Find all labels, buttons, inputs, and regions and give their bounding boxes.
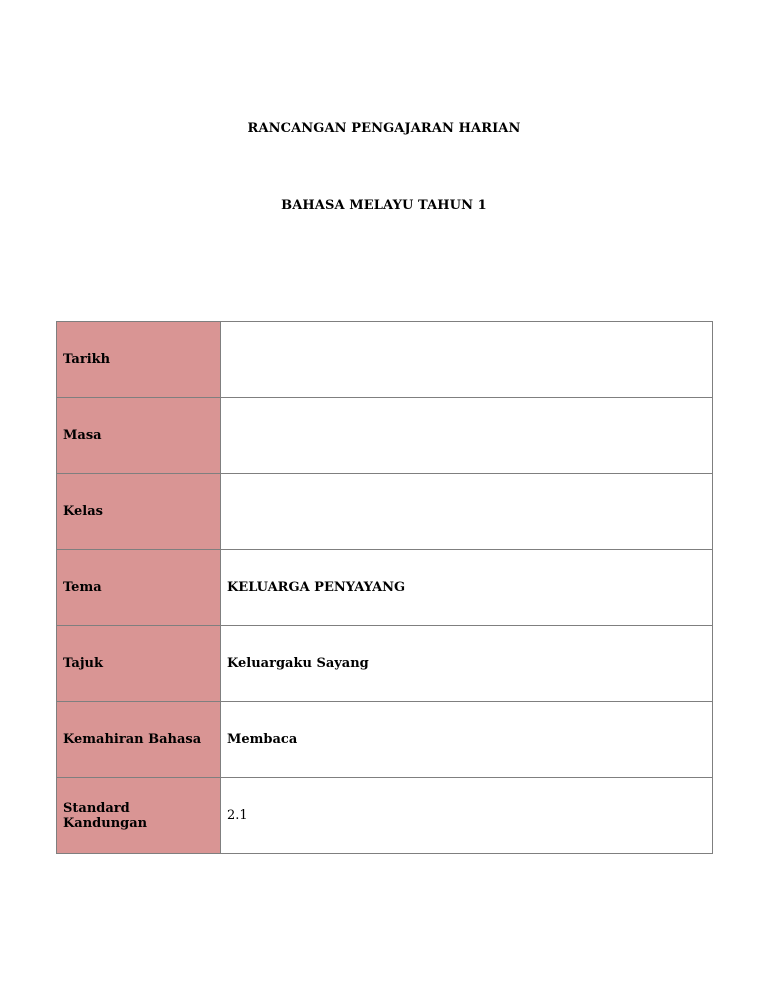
label-tajuk: Tajuk (57, 626, 221, 702)
table-row-kelas (57, 474, 713, 550)
value-kelas (221, 474, 713, 550)
label-tema: Tema (57, 550, 221, 626)
lesson-plan-table (56, 321, 713, 854)
label-tarikh: Tarikh (57, 322, 221, 398)
document-subtitle: BAHASA MELAYU TAHUN 1 (281, 198, 487, 213)
value-tema: KELUARGA PENYAYANG (221, 550, 713, 626)
table-row-kemahiran-bahasa (57, 702, 713, 778)
table-row-masa (57, 398, 713, 474)
table-row-tema (57, 550, 713, 626)
document-title: RANCANGAN PENGAJARAN HARIAN (247, 121, 521, 136)
value-tarikh (221, 322, 713, 398)
label-kemahiran-bahasa: Kemahiran Bahasa (57, 702, 221, 778)
table-row-tajuk (57, 626, 713, 702)
label-standard-kandungan: Standard Kandungan (57, 778, 221, 854)
label-masa: Masa (57, 398, 221, 474)
label-kelas: Kelas (57, 474, 221, 550)
value-masa (221, 398, 713, 474)
value-tajuk: Keluargaku Sayang (221, 626, 713, 702)
table-row-standard-kandungan (57, 778, 713, 854)
value-kemahiran-bahasa: Membaca (221, 702, 713, 778)
table-row-tarikh (57, 322, 713, 398)
value-standard-kandungan: 2.1 (221, 778, 713, 854)
